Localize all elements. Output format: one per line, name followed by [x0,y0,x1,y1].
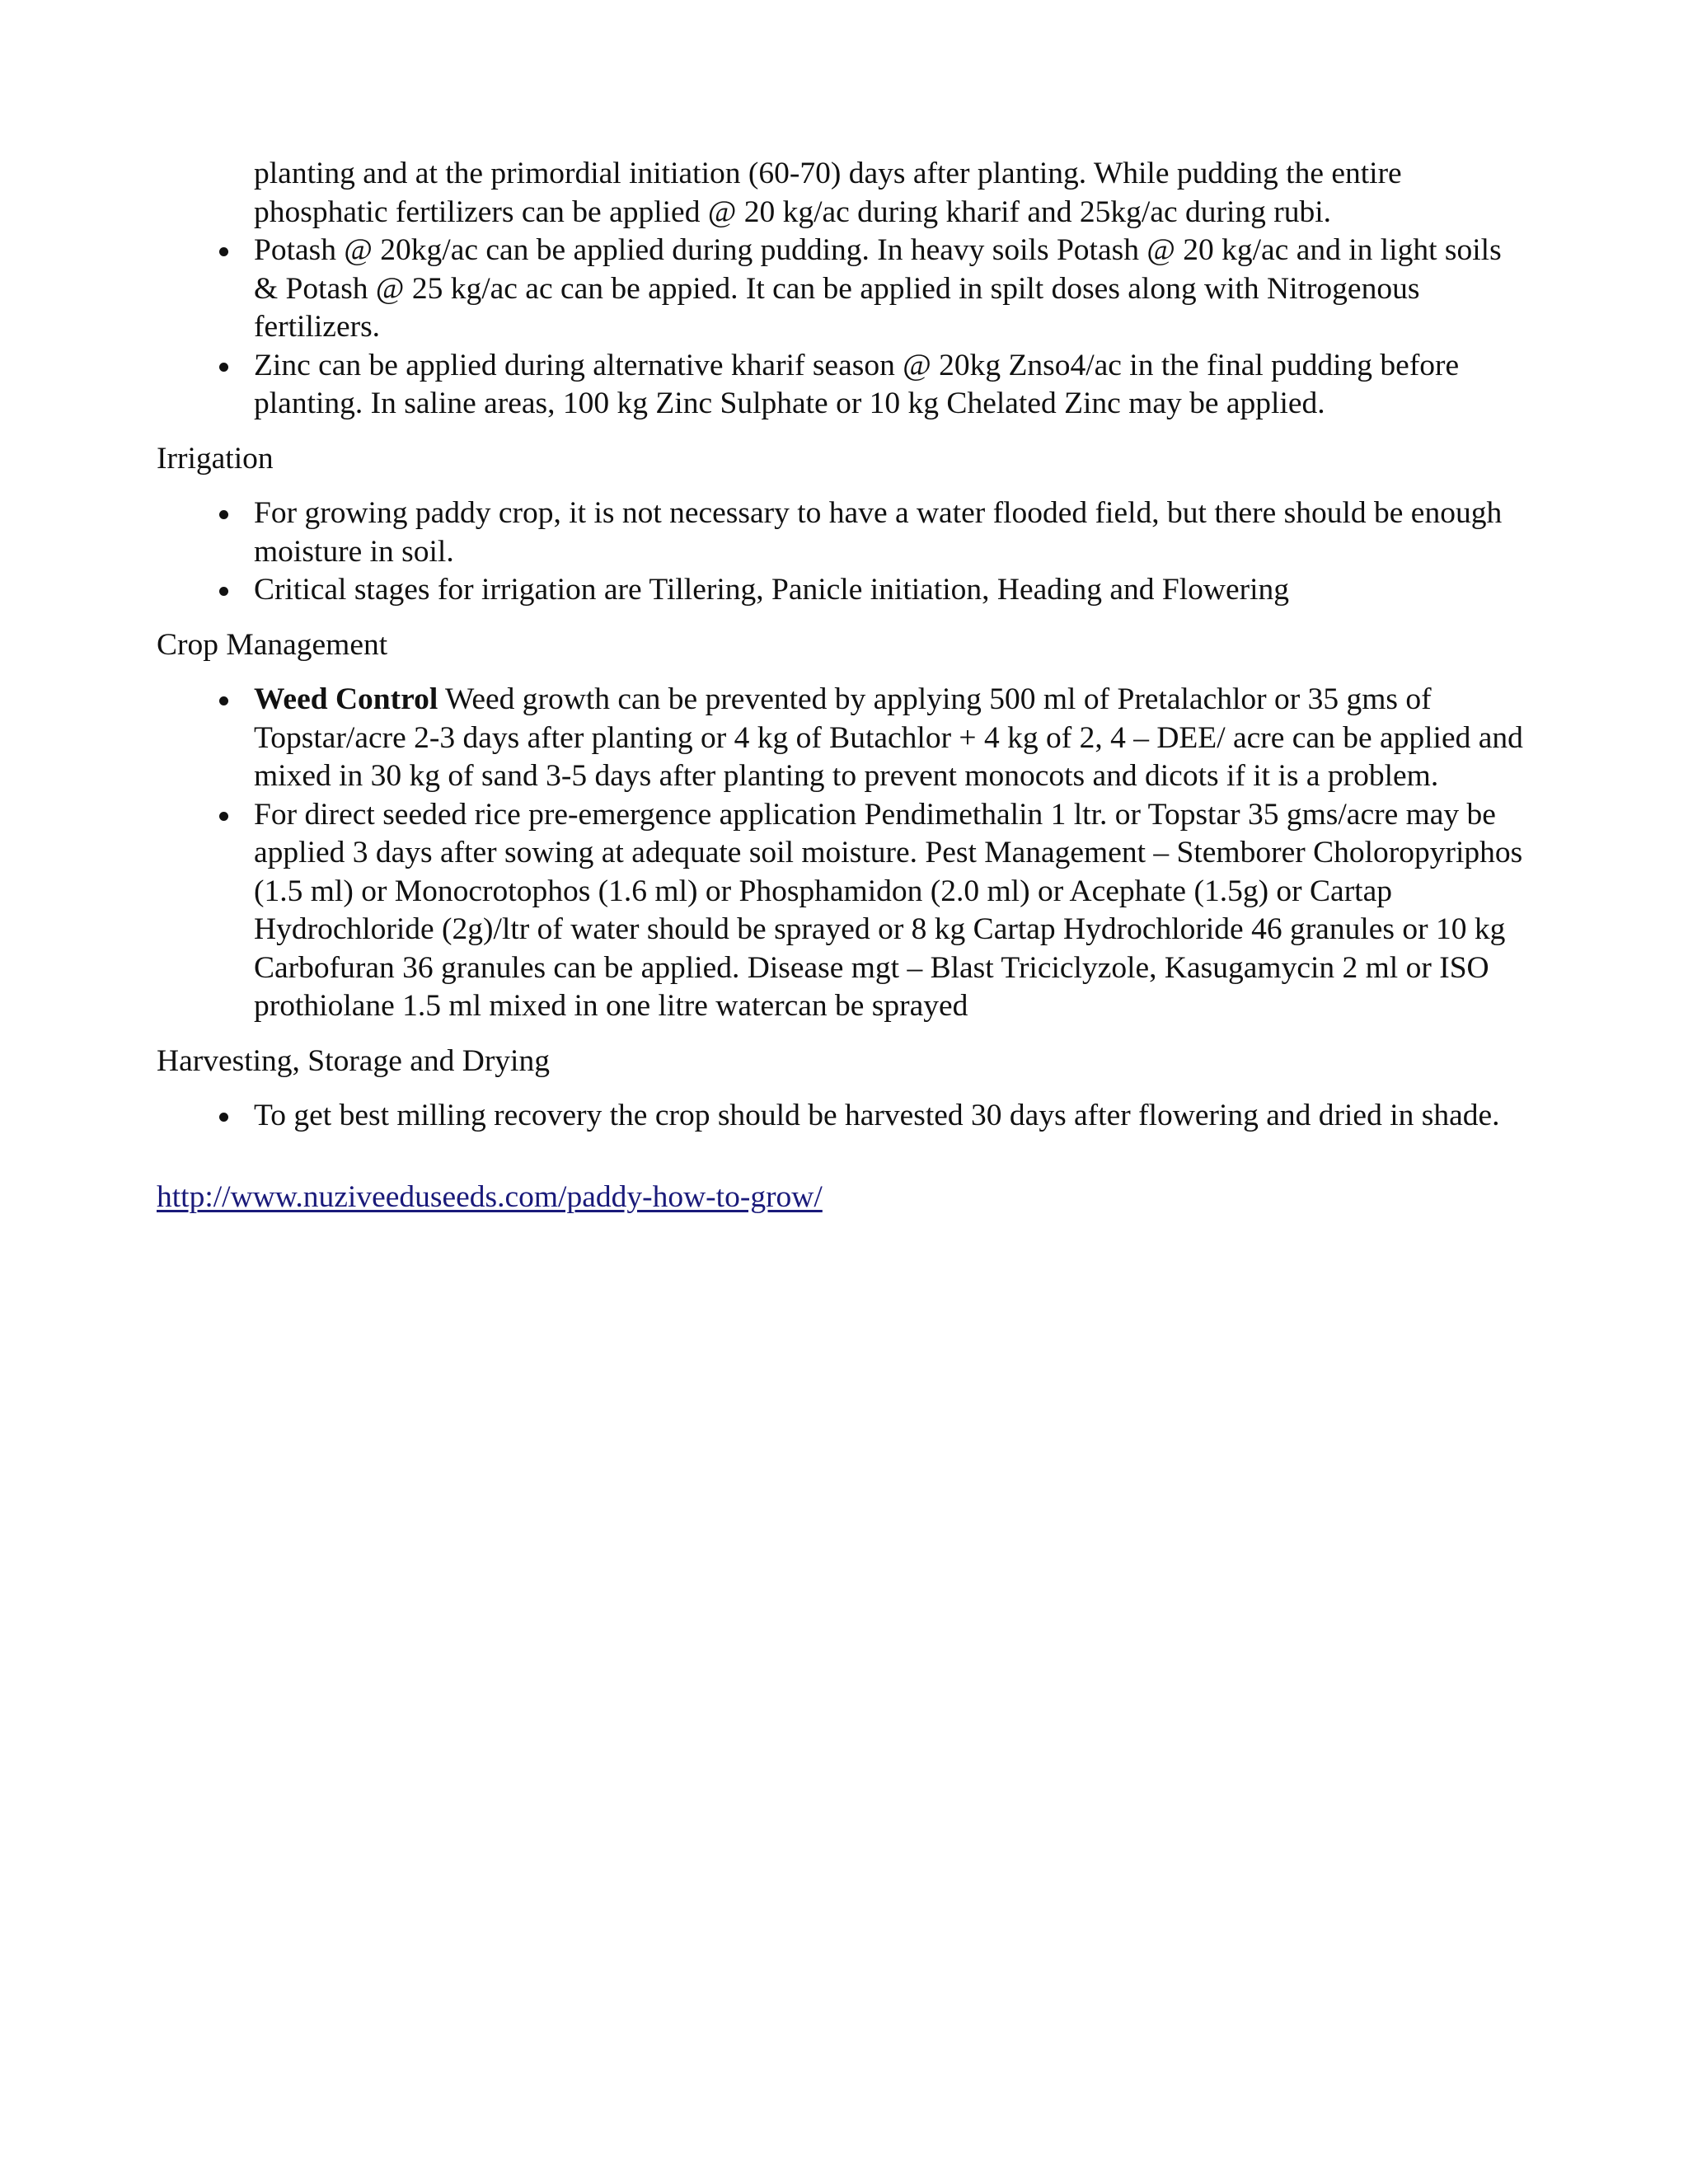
document-page [157,155,1533,1216]
list-item-text: Zinc can be applied during alternative kharif season @ 20kg Znso4/ac in the final pudding before planting. In saline areas, 100 kg Zinc Sulphate or 10 kg Chelated Zinc may be applied. [254,348,1460,420]
list-item [157,232,1533,347]
list-item [157,347,1533,424]
bullet-icon [219,247,228,256]
bullet-icon [219,812,228,821]
section-heading-harvesting: Harvesting, Storage and Drying [157,1043,550,1078]
list-item-text: For direct seeded rice pre-emergence application Pendimethalin 1 ltr. or Topstar 35 gms/acre may be applied 3 days after sowing at adequate soil moisture. Pest Management – Stemborer Choloropyriphos (1.5 ml) or Monocrotophos (1.6 ml) or Phosphamidon (2.0 ml) or Acephate (1.5g) or Cartap Hydrochloride (2g)/ltr of water should be sprayed or 8 kg Cartap Hydrochloride 46 granules or 10 kg Carbofuran 36 granules can be applied. Disease mgt – Blast Triciclyzole, Kasugamycin 2 ml or ISO prothiolane 1.5 ml mixed in one litre watercan be sprayed [254,797,1523,1023]
list-item [157,571,1533,610]
crop-management-list [157,681,1533,1026]
section-heading-irrigation: Irrigation [157,441,274,476]
bullet-icon [219,363,228,372]
weed-control-label: Weed Control [254,682,438,716]
list-item-text: To get best milling recovery the crop should be harvested 30 days after flowering and dried in shade. [254,1099,1500,1132]
list-item-text: Potash @ 20kg/ac can be applied during pudding. In heavy soils Potash @ 20 kg/ac and in light soils & Potash @ 25 kg/ac ac can be appied. It can be applied in spilt doses along with Nitrogenous fertilizers. [254,233,1502,344]
weed-control-text: Weed growth can be prevented by applying 500 ml of Pretalachlor or 35 gms of Topstar/acre 2-3 days after planting or 4 kg of Butachlor + 4 kg of 2, 4 – DEE/ acre can be applied and mixed in 30 kg of sand 3-5 days after planting to prevent monocots and dicots if it is a problem. [254,682,1523,793]
bullet-icon [219,587,228,596]
list-item-text: For growing paddy crop, it is not necessary to have a water flooded field, but there should be enough moisture in soil. [254,496,1503,569]
list-item [157,681,1533,796]
bullet-icon [219,1113,228,1122]
harvesting-list [157,1097,1533,1136]
spacer [157,1136,1533,1179]
list-item [157,494,1533,571]
bullet-icon [219,696,228,705]
fertilizer-list [157,232,1533,424]
section-heading-crop-management: Crop Management [157,627,388,662]
irrigation-list [157,494,1533,610]
source-link-container [157,1179,1533,1217]
bullet-icon [219,510,228,519]
list-item [157,1097,1533,1136]
list-item [157,796,1533,1026]
list-item-text: Critical stages for irrigation are Tillering, Panicle initiation, Heading and Flowering [254,573,1289,607]
intro-continuation: planting and at the primordial initiation (60-70) days after planting. While pudding the entire phosphatic fertilizers can be applied @ 20 kg/ac during kharif and 25kg/ac during rubi. [254,157,1402,229]
source-link[interactable]: http://www.nuziveeduseeds.com/paddy-how-to-grow/ [157,1179,823,1214]
